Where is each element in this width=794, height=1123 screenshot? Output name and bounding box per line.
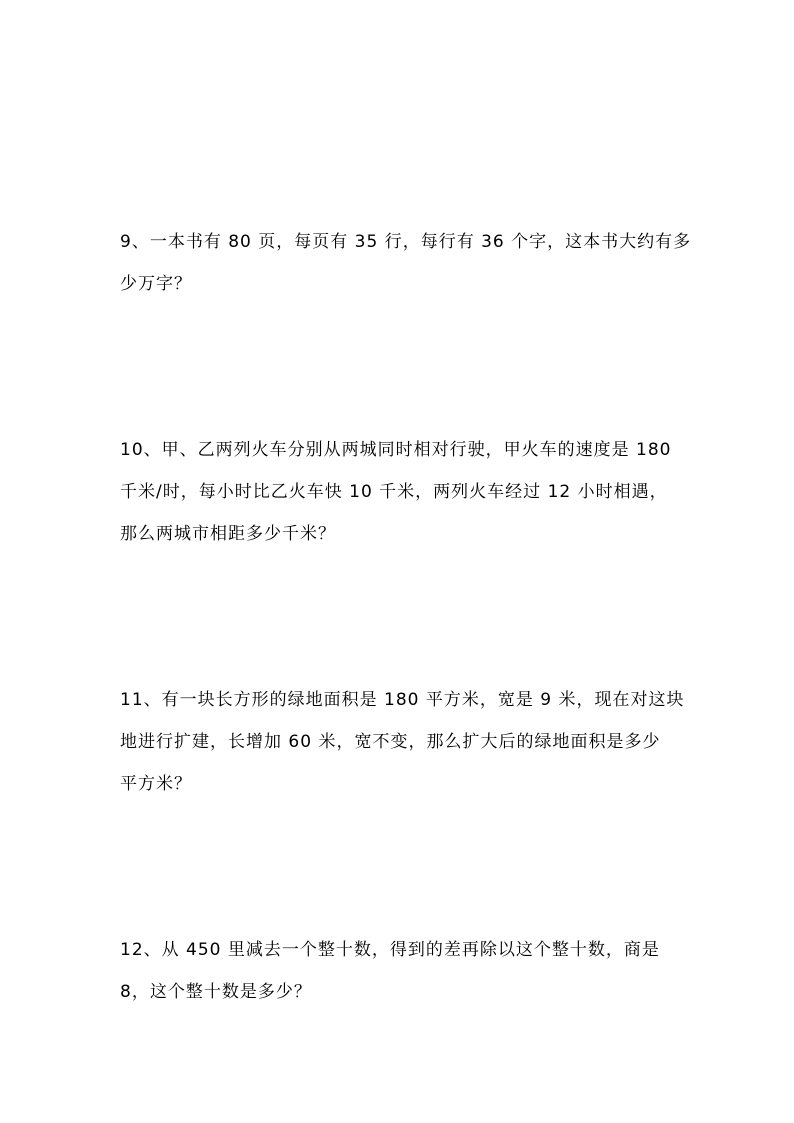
problem-9-line-1: 9、一本书有 80 页，每页有 35 行，每行有 36 个字，这本书大约有多 bbox=[120, 232, 692, 252]
problem-9-line-2: 少万字？ bbox=[120, 274, 192, 294]
problem-10-line-2: 千米/时，每小时比乙火车快 10 千米，两列火车经过 12 小时相遇， bbox=[120, 482, 668, 502]
problem-10 bbox=[120, 429, 680, 555]
problem-11-line-3: 平方米？ bbox=[120, 774, 192, 794]
problem-11-line-1: 11、有一块长方形的绿地面积是 180 平方米，宽是 9 米，现在对这块 bbox=[120, 690, 685, 710]
problem-10-line-3: 那么两城市相距多少千米？ bbox=[120, 524, 336, 544]
problem-12-line-2: 8，这个整十数是多少？ bbox=[120, 982, 312, 1002]
problem-10-line-1: 10、甲、乙两列火车分别从两城同时相对行驶，甲火车的速度是 180 bbox=[120, 440, 672, 460]
problem-11 bbox=[120, 679, 685, 805]
problem-12 bbox=[120, 929, 680, 1013]
problem-9 bbox=[120, 221, 692, 305]
problem-11-line-2: 地进行扩建，长增加 60 米，宽不变，那么扩大后的绿地面积是多少 bbox=[120, 732, 661, 752]
problem-12-line-1: 12、从 450 里减去一个整十数，得到的差再除以这个整十数，商是 bbox=[120, 940, 660, 960]
